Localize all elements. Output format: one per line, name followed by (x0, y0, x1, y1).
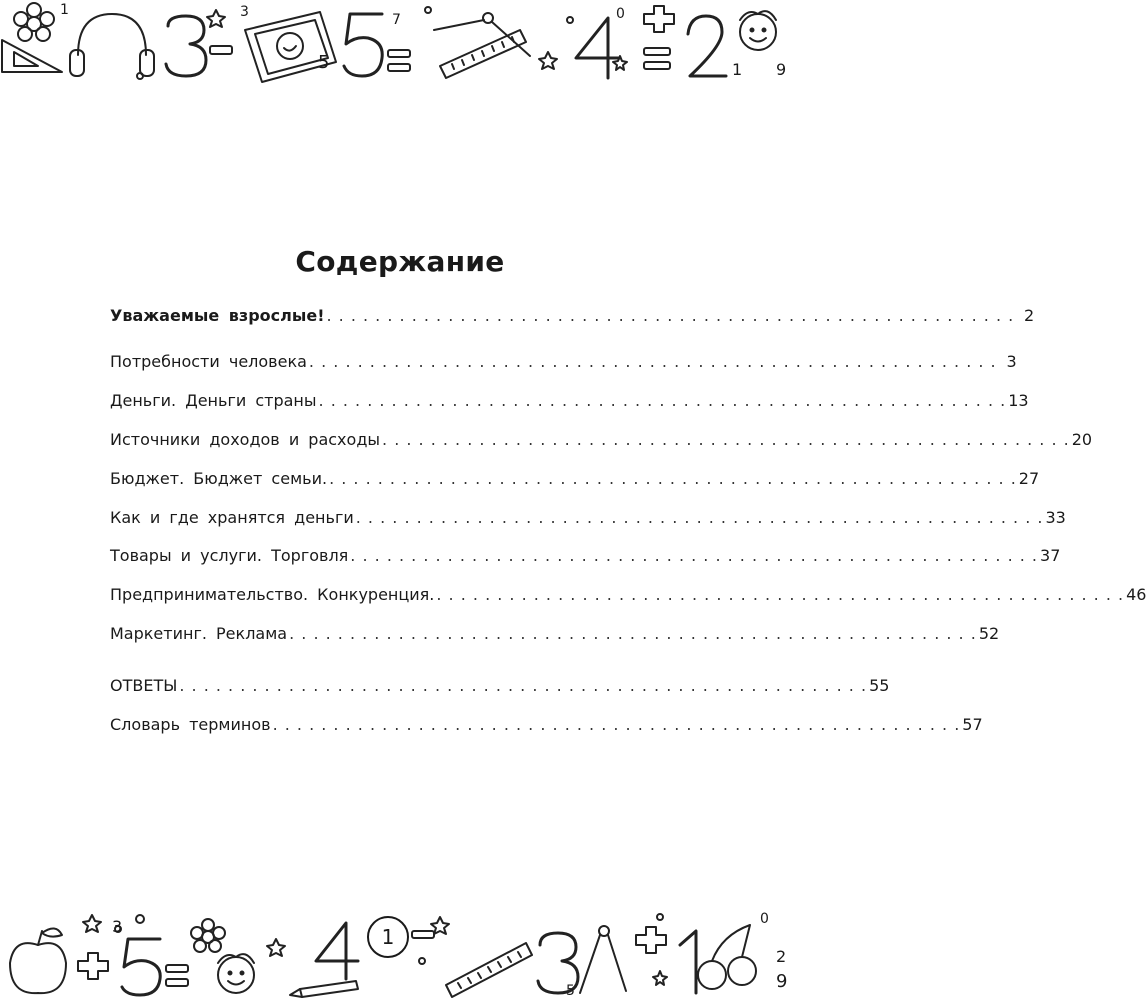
child-face-icon (740, 11, 776, 50)
toc-entry-label: Источники доходов и расходы (110, 430, 381, 449)
toc-entry-page: 52 (978, 624, 1000, 643)
toc-entry[interactable] (110, 624, 1000, 650)
toc-entry-page: 33 (1045, 508, 1066, 527)
toc-entry-page: 20 (1071, 430, 1093, 449)
set-square-icon (2, 40, 62, 72)
apple-icon (10, 928, 66, 993)
toc-entry[interactable] (110, 546, 1061, 572)
toc-leader-dots: . . . . . . . . . . . . . . . . . . . . . . . . . . . . . . . . . . . . . . . . . . . . . . . . . . . . . . . . . (355, 508, 1044, 527)
headphones-icon (70, 14, 154, 76)
toc-leader-dots: . . . . . . . . . . . . . . . . . . . . . . . . . . . . . . . . . . . . . . . . . . . . . . . . . . . . . . . . . (318, 391, 1007, 410)
small-digit: 1 (60, 2, 69, 18)
digit-4-icon (316, 923, 358, 979)
small-digit: 0 (760, 911, 769, 927)
toc-entry[interactable] (110, 676, 890, 702)
ruler-icon (446, 943, 532, 997)
minus-icon (210, 46, 232, 54)
toc-entry-label: Маркетинг. Реклама (110, 624, 288, 643)
small-digit: 9 (776, 971, 788, 992)
minus-icon (412, 931, 434, 938)
digit-4-icon (576, 18, 620, 78)
toc-leader-dots: . . . . . . . . . . . . . . . . . . . . . . . . . . . . . . . . . . . . . . . . . . . . . . . . . . . . . . . . . (436, 585, 1125, 604)
equals-icon (388, 50, 410, 71)
plus-icon (78, 953, 108, 979)
toc-entry[interactable] (110, 715, 983, 741)
toc-entry-page: 2 (1024, 306, 1035, 325)
star-icon (653, 971, 667, 985)
top-doodle-border (0, 0, 800, 90)
toc-entry-label: Потребности человека (110, 352, 307, 371)
plus-icon (644, 6, 674, 32)
toc-entry-page: 57 (962, 715, 983, 734)
small-digit: 0 (616, 6, 625, 22)
equals-icon (644, 48, 670, 69)
small-digit: 9 (776, 60, 787, 79)
toc-leader-dots: . . . . . . . . . . . . . . . . . . . . . . . . . . . . . . . . . . . . . . . . . . . . . . . . . . . . . . . . . (329, 469, 1017, 488)
toc-leader-dots: . . . . . . . . . . . . . . . . . . . . . . . . . . . . . . . . . . . . . . . . . . . . . . . . . . . . . . . . . (289, 624, 977, 643)
toc-entry[interactable] (110, 469, 1040, 495)
small-digit: 5 (566, 983, 575, 999)
toc-entry-page: 37 (1040, 546, 1061, 565)
toc-leader-dots: . . . . . . . . . . . . . . . . . . . . . . . . . . . . . . . . . . . . . . . . . . . . . . . . . . . . . . . . . (179, 676, 868, 695)
toc-entry[interactable] (110, 306, 1035, 332)
small-digit: 5 (318, 52, 330, 73)
ruler-icon (440, 30, 526, 78)
small-digit: 7 (392, 12, 401, 28)
toc-leader-dots: . . . . . . . . . . . . . . . . . . . . . . . . . . . . . . . . . . . . . . . . . . . . . . . . . . . . . . . . . (382, 430, 1070, 449)
toc-entry[interactable] (110, 585, 1146, 611)
star-icon (83, 915, 101, 932)
toc-entry[interactable] (110, 430, 1093, 456)
pencil-icon (290, 981, 358, 997)
small-digit: 3 (112, 917, 123, 936)
star-icon (267, 939, 285, 956)
toc-entry-label: Предпринимательство. Конкуренция. (110, 585, 435, 604)
toc-entry[interactable] (110, 391, 1029, 417)
toc-entry-label: Уважаемые взрослые! (110, 306, 325, 325)
toc-entry-label: ОТВЕТЫ (110, 676, 178, 695)
digit-3-icon (166, 16, 206, 76)
flower-icon (191, 919, 225, 952)
compass-icon (580, 926, 626, 993)
toc-leader-dots: . . . . . . . . . . . . . . . . . . . . . . . . . . . . . . . . . . . . . . . . . . . . . . . . . . . . . . . . . (326, 306, 1015, 325)
plus-icon (636, 927, 666, 953)
toc-entry-label: Как и где хранятся деньги (110, 508, 354, 527)
small-digit: 2 (776, 947, 787, 966)
equals-icon (166, 965, 188, 986)
toc-entry[interactable] (110, 508, 1066, 534)
digit-2-icon (688, 16, 726, 76)
toc-entry-label: Деньги. Деньги страны (110, 391, 317, 410)
toc-entry-label: Товары и услуги. Торговля (110, 546, 349, 565)
toc-entry-page: 13 (1008, 391, 1029, 410)
toc-entry-page: 27 (1018, 469, 1040, 488)
toc-leader-dots: . . . . . . . . . . . . . . . . . . . . . . . . . . . . . . . . . . . . . . . . . . . . . . . . . . . . . . . . . (350, 546, 1039, 565)
toc-entry-page: 46 (1126, 585, 1146, 604)
page-title: Содержание (295, 245, 505, 278)
flower-icon (14, 3, 54, 41)
digit-1-icon (680, 931, 696, 993)
child-face-icon (218, 954, 254, 993)
toc-entry-label: Словарь терминов (110, 715, 271, 734)
page-number: 1 (367, 916, 409, 958)
toc-leader-dots: . . . . . . . . . . . . . . . . . . . . . . . . . . . . . . . . . . . . . . . . . . . . . . . . . . . . . . . . . (272, 715, 961, 734)
compass-icon (434, 13, 530, 56)
toc-entry-label: Бюджет. Бюджет семьи. (110, 469, 328, 488)
toc-leader-dots: . . . . . . . . . . . . . . . . . . . . . . . . . . . . . . . . . . . . . . . . . . . . . . . . . . . . . . . . . (308, 352, 997, 371)
small-digit: 1 (732, 60, 743, 79)
digit-5-icon (122, 939, 160, 995)
toc-entry[interactable] (110, 352, 1017, 378)
digit-5-icon (344, 14, 382, 76)
toc-entry-page: 55 (869, 676, 890, 695)
toc-entry-page: 3 (1006, 352, 1017, 371)
cherries-icon (698, 925, 756, 989)
star-icon (207, 10, 225, 27)
star-icon (539, 52, 557, 69)
small-digit: 3 (240, 4, 249, 20)
